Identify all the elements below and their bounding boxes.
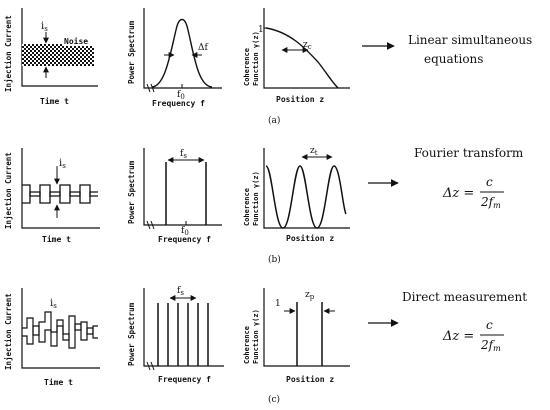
row-a-noise-label: Noise [64, 37, 89, 46]
row-b-spectrum-xlabel: Frequency f [158, 235, 211, 244]
row-c-signal-2 [22, 324, 98, 348]
row-b-coherence-ylabel-1: Coherence [243, 188, 251, 226]
row-a-spectrum-panel [127, 8, 222, 108]
row-a-zc-label: $z_c$ [303, 40, 312, 51]
row-b-zt-label: $z_t$ [310, 146, 318, 157]
row-a-method-line1: Linear simultaneous [408, 33, 533, 47]
row-a-coherence-curve [266, 28, 338, 88]
row-a-spectrum-ylabel: Power Spectrum [127, 20, 136, 84]
row-a-coherence-ylabel-1: Coherence [243, 48, 251, 86]
row-c-formula-lhs: Δz = [443, 329, 475, 344]
row-b-is-label: $i_s$ [59, 158, 66, 170]
row-c-formula-num: c [486, 318, 493, 332]
row-a-noise-band [22, 44, 94, 66]
row-a-coherence-xlabel: Position z [276, 95, 325, 104]
row-c-spectrum-panel [127, 286, 224, 384]
row-b [4, 146, 524, 265]
row-b-caption: (b) [268, 255, 281, 265]
row-c-method-line1: Direct measurement [402, 290, 528, 304]
row-c-fs-label: $f_s$ [177, 286, 184, 297]
row-a-one-label: 1 [258, 25, 264, 35]
row-c-coherence-ylabel-1: Coherence [243, 326, 251, 364]
row-c-is-label: $i_s$ [50, 298, 57, 310]
row-a-is-label: $i_s$ [41, 21, 48, 33]
row-c-spectrum-axes [144, 288, 224, 366]
row-c-coherence-panel [243, 288, 350, 384]
row-b-spectrum-ylabel: Power Spectrum [127, 160, 136, 224]
row-a [4, 8, 532, 126]
row-c-coherence-ylabel-2: Function γ(z) [252, 309, 260, 364]
row-c-current-ylabel: Injection Current [4, 293, 13, 370]
row-a-caption: (a) [268, 116, 281, 126]
row-a-df-label: Δf [198, 43, 208, 53]
row-a-current-panel [4, 8, 98, 106]
row-b-coherence-xlabel: Position z [286, 234, 335, 243]
row-b-formula-lhs: Δz = [443, 186, 475, 201]
row-b-current-ylabel: Injection Current [4, 152, 13, 229]
row-b-formula [442, 175, 504, 210]
row-b-f0-label: $f_0$ [181, 226, 189, 237]
row-b-current-xlabel: Time t [42, 235, 71, 244]
row-b-spectrum-panel [127, 148, 222, 244]
row-a-method-line2: equations [424, 52, 484, 66]
row-b-fs-label: $f_s$ [180, 149, 187, 160]
row-c [4, 286, 527, 405]
row-c-spectrum-xlabel: Frequency f [158, 375, 211, 384]
row-a-current-ylabel: Injection Current [4, 15, 13, 92]
row-a-current-xlabel: Time t [40, 97, 69, 106]
row-b-coherence-ylabel-2: Function γ(z) [252, 171, 260, 226]
row-a-coherence-panel [243, 8, 350, 104]
row-a-spectrum-curve [152, 20, 212, 88]
row-b-signal-2 [22, 192, 98, 203]
row-c-current-panel [4, 288, 100, 387]
row-c-spectrum-ylabel: Power Spectrum [127, 302, 136, 366]
row-c-one-label: 1 [275, 299, 281, 309]
row-c-caption: (c) [268, 395, 281, 405]
row-a-spectrum-xlabel: Frequency f [152, 99, 205, 108]
row-b-coherence-curve [266, 166, 346, 228]
row-c-zp-label: $z_p$ [305, 290, 315, 301]
row-b-formula-num: c [486, 175, 493, 189]
row-c-current-xlabel: Time t [44, 378, 73, 387]
row-b-coherence-panel [243, 146, 350, 243]
row-b-current-panel [4, 148, 100, 244]
row-a-f0-label: $f_0$ [177, 90, 185, 101]
row-a-coherence-ylabel-2: Function γ(z) [252, 31, 260, 86]
row-c-formula [442, 318, 504, 353]
row-b-formula-den: 2fm [481, 195, 501, 210]
row-b-method-line1: Fourier transform [414, 146, 524, 160]
row-c-formula-den: 2fm [481, 338, 501, 353]
row-c-coherence-xlabel: Position z [286, 375, 335, 384]
